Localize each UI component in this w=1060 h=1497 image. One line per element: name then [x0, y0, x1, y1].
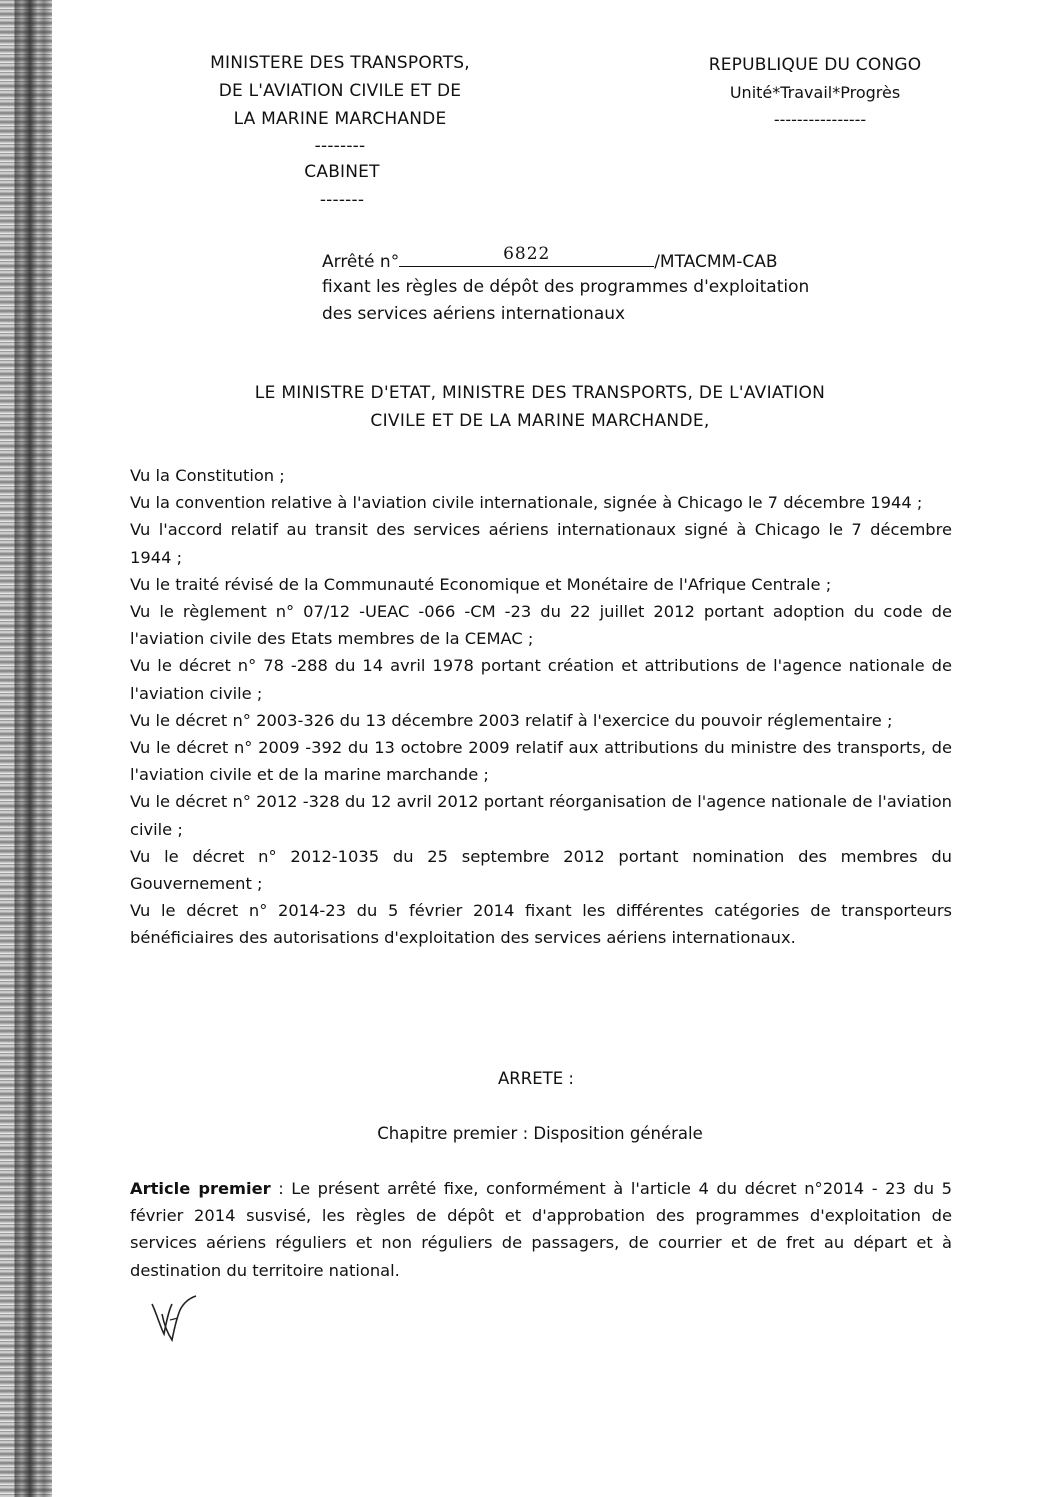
visa-item: Vu le décret n° 2012 -328 du 12 avril 2012 portant réorganisation de l'agence nationale de l'aviation civile ; — [130, 792, 952, 839]
ministry-name-line1: MINISTERE DES TRANSPORTS, — [210, 53, 470, 73]
country-name: REPUBLIQUE DU CONGO — [708, 55, 922, 75]
ministry-name-line3: LA MARINE MARCHANDE — [233, 109, 447, 129]
article-1 — [130, 1175, 952, 1284]
minister-title-line1: LE MINISTRE D'ETAT, MINISTRE DES TRANSPORTS, DE L'AVIATION — [254, 383, 826, 403]
arrete-number: 6822 — [503, 244, 551, 264]
visa-item: Vu la convention relative à l'aviation civile internationale, signée à Chicago le 7 décembre 1944 ; — [130, 493, 923, 513]
chapter-heading: Chapitre premier : Disposition générale — [377, 1124, 703, 1143]
minister-title-line2: CIVILE ET DE LA MARINE MARCHANDE, — [370, 411, 710, 431]
visa-item: Vu le décret n° 2003-326 du 13 décembre 2003 relatif à l'exercice du pouvoir réglementaire ; — [130, 710, 893, 730]
visas-list — [130, 462, 952, 952]
arrete-suffix: /MTACMM-CAB — [654, 252, 778, 272]
header-separator-1: -------- — [314, 136, 366, 156]
visa-item: Vu l'accord relatif au transit des services aériens internationaux signé à Chicago le 7 décembre 1944 ; — [130, 520, 952, 567]
country-separator: ---------------- — [773, 110, 867, 129]
arrete-number-blank — [399, 244, 654, 267]
visa-item: Vu le traité révisé de la Communauté Economique et Monétaire de l'Afrique Centrale ; — [130, 574, 832, 594]
decision-heading: ARRETE : — [498, 1069, 574, 1088]
arrete-reference — [322, 244, 778, 272]
visa-item: Vu le décret n° 2009 -392 du 13 octobre 2009 relatif aux attributions du ministre des transports, de l'aviation civile et de la marine marchande ; — [130, 738, 952, 785]
visa-item: Vu le décret n° 2012-1035 du 25 septembre 2012 portant nomination des membres du Gouvernement ; — [130, 846, 952, 894]
arrete-prefix: Arrêté n° — [322, 252, 400, 272]
scan-edge-artifact — [0, 0, 52, 1497]
country-motto: Unité*Travail*Progrès — [729, 83, 901, 102]
visa-item: Vu la Constitution ; — [130, 466, 285, 485]
handwritten-initials — [148, 1290, 198, 1342]
arrete-subject-line1: fixant les règles de dépôt des programmes d'exploitation — [322, 277, 810, 297]
article-1-text: : Le présent arrêté fixe, conformément à l'article 4 du décret n°2014 - 23 du 5 février 2014 susvisé, les règles de dépôt et d'approbation des programmes d'exploitation de services aériens réguliers et non réguliers de passagers, de courrier et de fret au départ et à destination du territoire national. — [130, 1179, 952, 1280]
visa-item: Vu le décret n° 78 -288 du 14 avril 1978 portant création et attributions de l'agence nationale de l'aviation civile ; — [130, 656, 952, 703]
ministry-name-line2: DE L'AVIATION CIVILE ET DE — [218, 81, 462, 101]
arrete-subject-line2: des services aériens internationaux — [322, 304, 626, 324]
article-1-paragraph — [130, 1175, 952, 1284]
visa-item: Vu le règlement n° 07/12 -UEAC -066 -CM -23 du 22 juillet 2012 portant adoption du code de l'aviation civile des Etats membres de la CEMAC ; — [130, 602, 952, 649]
article-1-label: Article premier — [130, 1179, 271, 1198]
cabinet-label: CABINET — [304, 162, 380, 182]
header-separator-2: ------- — [319, 190, 365, 210]
visa-item: Vu le décret n° 2014-23 du 5 février 2014 fixant les différentes catégories de transporteurs bénéficiaires des autorisations d'exploitation des services aériens internationaux. — [130, 901, 952, 948]
